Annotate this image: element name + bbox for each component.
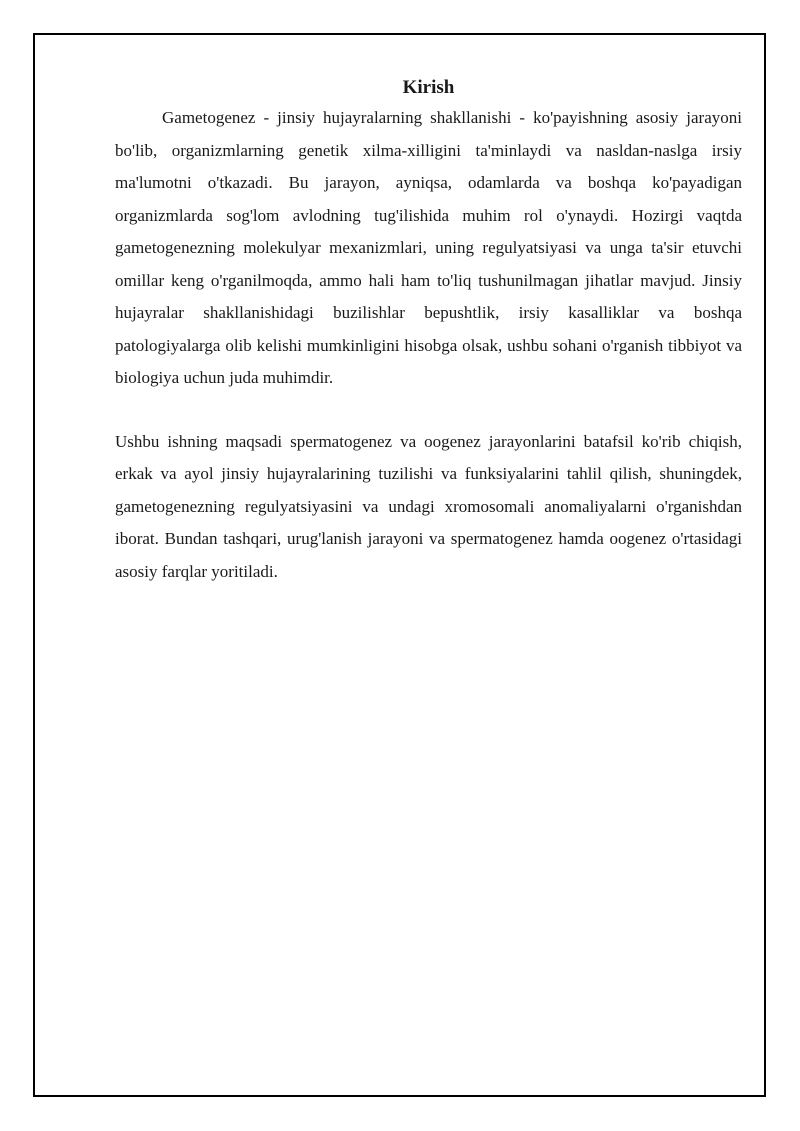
- aim-paragraph: Ushbu ishning maqsadi spermatogenez va oogenez jarayonlarini batafsil ko'rib chiqish, erkak va ayol jinsiy hujayralarining tuzilishi va funksiyalarini tahlil qilish, shuningdek, gametogenezning regulyatsiyasini va undagi xromosomali anomaliyalarni o'rganishdan iborat. Bundan tashqari, urug'lanish jarayoni va spermatogenez hamda oogenez o'rtasidagi asosiy farqlar yoritiladi.: [115, 431, 742, 581]
- intro-paragraph: Gametogenez - jinsiy hujayralarning shakllanishi - ko'payishning asosiy jarayoni bo'lib, organizmlarning genetik xilma-xilligini ta'minlaydi va nasldan-naslga irsiy ma'lumotni o'tkazadi. Bu jarayon, ayniqsa, odamlarda va boshqa ko'payadigan organizmlarda sog'lom avlodning tug'ilishida muhim rol o'ynaydi. Hozirgi vaqtda gametogenezning molekulyar mexanizmlari, uning regulyatsiyasi va unga ta'sir etuvchi omillar keng o'rganilmoqda, ammo hali ham to'liq tushunilmagan jihatlar mavjud. Jinsiy hujayralar shakllanishidagi buzilishlar bepushtlik, irsiy kasalliklar va boshqa patologiyalarga olib kelishi mumkinligini hisobga olsak, ushbu sohani o'rganish tibbiyot va biologiya uchun juda muhimdir.: [115, 108, 742, 387]
- paragraph-spacer: [115, 395, 742, 426]
- page-title: Kirish: [402, 77, 455, 98]
- document-body: [115, 74, 742, 588]
